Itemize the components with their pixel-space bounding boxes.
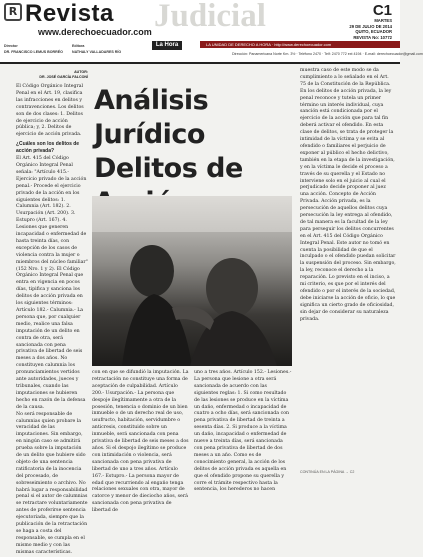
section-code: C1 — [372, 2, 392, 19]
website-link[interactable]: www.derechoecuador.com — [38, 27, 152, 37]
column-5 — [300, 68, 396, 466]
brand-name: Revista — [25, 0, 114, 27]
section-info — [349, 3, 392, 40]
banner-bar: LA UNIDAD DE DERECHO A HORA · http://www.derechoecuador.com — [200, 41, 400, 48]
paragraph: muestra caso de este modo se da cumplimiento a lo señalado en el Art. 75 de la Constitución de la República. En los delitos de acción privada, la ley penal reconoce y tutela un primer término un interés individual, cuya sanción está condicionada por el ejercicio de la acción que para tal fin deberá activar el ofendido. En esta clase de delitos, se trata de proteger la intimidad de la víctima y se evita al ofendido o familiares el perjuicio de exponer al público el hecho delictivo, también en la etapa de la investigación, y en la víctima le decide el proceso a través de su querella y el Estado no interviene solo en el juicio al cual el perjudicado decide proponer al juez una acción. Concepto de Acción Privada. Acción privada, es la persecución de aquellos delitos cuya persecución la ley entrega al ofendido, de tal manera es la facultad de la ley para perseguir los delitos concurrentes en el Art. 415 del Código Orgánico Integral Penal. Este autor no tomó en cuenta la posibilidad de que el inculpado o el ofendido puedan solicitar la suspensión del proceso. Sin embargo, la ley, reconoce el derecho a la reparación. Lo previsto en el inciso, a mi criterio, es que por el interés del ofendido o por el interés de la sociedad, debe iniciarse la acción de oficio, lo que significa un cierto grado de oficiosidad, sin dejar de considerar su naturaleza privada. — [300, 68, 396, 322]
author-name: DR. JOSÉ GARCÍA FALCONÍ — [39, 75, 88, 79]
issue-number: REVISTA No: 10772 — [353, 34, 392, 40]
continue-note: CONTINÚA EN LA PÁGINA → C2 — [300, 470, 355, 474]
director-name: DR. FRANCISCO LEMUS BORRÉO — [4, 50, 63, 54]
editor-label: Editora — [72, 44, 85, 48]
photo-illustration — [92, 196, 292, 366]
paragraph: uno a tres años. Artículo 152.- Lesiones.- La persona que lesione a otra será sancionada de acuerdo con las siguientes reglas: 1. Si como resultado de las lesiones se produce en la víctima un daño, enfermedad o incapacidad de cuatro a ocho días, será sancionada con pena privativa de libertad de treinta a sesenta días. 2. Si produce a la víctima un daño, incapacidad o enfermedad de nueve a treinta días, será sancionada con pena privativa de libertad de dos meses a un año. Como es de conocimiento general, la acción de los delitos de acción privada es aquella en que el ofendido propone su querella y corre el trámite respectivo hasta la sentencia, los herederos no hacen — [194, 370, 292, 493]
logo-icon: R — [4, 3, 22, 21]
paragraph: El Código Orgánico Integral Penal en el Art. 19, clasifica las infracciones en delitos y contravenciones. Los delitos son de dos clases: 1. Delitos de ejercicio de acción pública; y, 2. Delitos de ejercicio de acción privada. — [16, 84, 84, 138]
newspaper-logo: La Hora — [152, 41, 182, 50]
article-title: Análisis Jurídico Delitos de — [94, 85, 243, 184]
article-photo — [92, 196, 292, 366]
column-3 — [194, 370, 292, 493]
director-label: Director — [4, 44, 18, 48]
paragraph: No será responsable de calumnias quien probare la veracidad de las imputaciones. Sin embargo, en ningún caso se admitirá prueba sobre la imputación de un delito que hubiere sido objeto de una sentencia ratificatoria de la inocencia del procesado, de sobreseimiento o archivo. No habrá lugar a responsabilidad penal si el autor de calumnias se retractare voluntariamente antes de proferirse sentencia ejecutoriada, siempre que la publicación de la retractación se haga a costa del responsable, se cumpla en el mismo medio y con las mismas características. — [16, 411, 88, 555]
paragraph: con en que se difundió la imputación. La retractación no constituye una forma de aceptación de culpabilidad. Artículo 200.- Usurpación.- La persona que despoje ilegítimamente a otra de la posesión, tenencia o dominio de un bien inmueble o de un derecho real de uso, usufructo, habitación, servidumbre o anticresis, constituido sobre un inmueble, será sancionada con pena privativa de libertad de seis meses a dos años. Si el despojo ilegítimo se produce con intimidación o violencia, será sancionada con pena privativa de libertad de uno a tres años. Artículo 167.- Estupro.- La persona mayor de edad que recurriendo al engaño tenga relaciones sexuales con otra, mayor de catorce y menor de dieciocho años, será sancionada con pena privativa de libertad de — [92, 370, 189, 514]
paragraph: El Art. 415 del Código Orgánico Integral Penal señala: "Artículo 415.- Ejercicio privado de la acción penal.- Procede el ejercicio privado de la acción en los siguientes delitos: 1. Calumnia (Art. 182). 2. Usurpación (Art. 200). 3. Estupro (Art. 167). 4. Lesiones que generen incapacidad o enfermedad de hasta treinta días, con excepción de los casos de violencia contra la mujer o miembros del núcleo familiar" (152 Nro. 1 y 2). El Código Orgánico Integral Penal que entra en vigencia en pocos días, tipifica y sanciona los delitos de acción privada en los siguientes términos: Artículo 182.- Calumnia.- La persona que, por cualquier medio, realice una falsa imputación de un delito en contra de otra, será sancionada con pena privativa de libertad de seis meses a dos años. No constituyen calumnia los pronunciamientos vertidos ante autoridades, jueces y tribunales, cuando las imputaciones se hubieren hecho en razón de la defensa de la causa. — [16, 156, 88, 410]
editor-name: NATHALY VALLADARES RÍO — [72, 50, 122, 54]
issue-date: 29 DE JULIO DE 2014 — [349, 23, 392, 29]
issue-city: QUITO, ECUADOR — [355, 29, 392, 35]
brand-judicial: Judicial — [154, 0, 266, 34]
masthead — [0, 0, 423, 64]
contact-address: Dirección: Panamericana Norte Km. 3½ · Teléfono 2470 · Telf: 2470 772 ext 4194 · E-mail: derechoecuador@gmail.com — [232, 52, 423, 56]
author-credit — [16, 70, 88, 80]
column-1 — [16, 84, 88, 555]
issue-day: MARTES — [374, 18, 392, 23]
column-2 — [92, 370, 190, 514]
subheading: ¿Cuáles son los delitos de acción privada? — [16, 141, 80, 154]
author-label: AUTOR: — [74, 70, 88, 74]
